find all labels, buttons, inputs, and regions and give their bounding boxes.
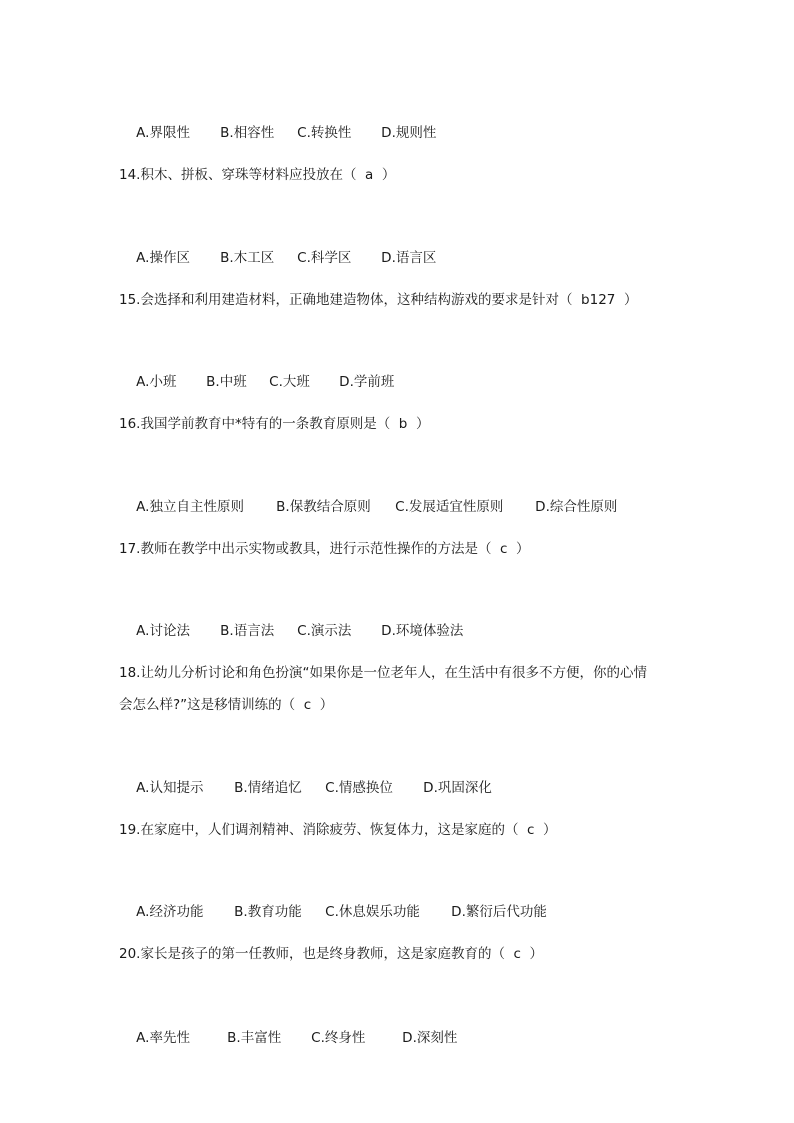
q17-option-a: A.讨论法: [136, 623, 190, 639]
q18-stem-line2: 会怎么样?”这是移情训练的（ c ）: [119, 697, 334, 713]
q13-option-b: B.相容性: [220, 125, 275, 141]
q18-stem-line1: 18.让幼儿分析讨论和角色扮演“如果你是一位老年人，在生活中有很多不方便，你的心情: [119, 665, 647, 681]
q18-option-c: C.情感换位: [325, 780, 393, 796]
q14-option-d: D.语言区: [381, 250, 437, 266]
q16-option-a: A.独立自主性原则: [136, 499, 244, 515]
q15-option-d: D.学前班: [339, 374, 395, 390]
q17-options: [119, 601, 463, 661]
q19-option-b: B.教育功能: [234, 904, 302, 920]
q17-stem: 17.教师在教学中出示实物或教具，进行示范性操作的方法是（ c ）: [119, 541, 530, 557]
q13-option-c: C.转换性: [297, 125, 352, 141]
q16-option-d: D.综合性原则: [535, 499, 618, 515]
q13-options: [119, 103, 436, 163]
q18-options: [119, 758, 492, 818]
q15-options: [119, 352, 394, 412]
q16-stem: 16.我国学前教育中*特有的一条教育原则是（ b ）: [119, 416, 430, 432]
q19-option-c: C.休息娱乐功能: [325, 904, 420, 920]
q15-option-c: C.大班: [269, 374, 310, 390]
q13-option-d: D.规则性: [381, 125, 437, 141]
q16-option-b: B.保教结合原则: [276, 499, 371, 515]
q19-option-d: D.繁衍后代功能: [451, 904, 547, 920]
q19-stem: 19.在家庭中，人们调剂精神、消除疲劳、恢复体力，这是家庭的（ c ）: [119, 822, 557, 838]
q16-options: [119, 477, 617, 537]
q14-option-c: C.科学区: [297, 250, 352, 266]
q20-option-d: D.深刻性: [402, 1030, 458, 1046]
q17-option-c: C.演示法: [297, 623, 352, 639]
q20-options: [119, 1008, 457, 1068]
q13-option-a: A.界限性: [136, 125, 190, 141]
q14-option-a: A.操作区: [136, 250, 190, 266]
q14-stem: 14.积木、拼板、穿珠等材料应投放在（ a ）: [119, 167, 396, 183]
q20-option-b: B.丰富性: [227, 1030, 282, 1046]
q20-option-c: C.终身性: [311, 1030, 366, 1046]
q15-option-b: B.中班: [206, 374, 247, 390]
q19-options: [119, 882, 547, 942]
q17-option-d: D.环境体验法: [381, 623, 464, 639]
q15-stem: 15.会选择和利用建造材料，正确地建造物体，这种结构游戏的要求是针对（ b127 ）: [119, 292, 638, 308]
q18-option-a: A.认知提示: [136, 780, 204, 796]
q18-option-d: D.巩固深化: [423, 780, 492, 796]
q20-stem: 20.家长是孩子的第一任教师，也是终身教师，这是家庭教育的（ c ）: [119, 946, 544, 962]
q14-option-b: B.木工区: [220, 250, 275, 266]
q20-option-a: A.率先性: [136, 1030, 190, 1046]
q15-option-a: A.小班: [136, 374, 177, 390]
q19-option-a: A.经济功能: [136, 904, 204, 920]
q16-option-c: C.发展适宜性原则: [395, 499, 504, 515]
q17-option-b: B.语言法: [220, 623, 275, 639]
q18-option-b: B.情绪追忆: [234, 780, 302, 796]
q14-options: [119, 228, 436, 288]
